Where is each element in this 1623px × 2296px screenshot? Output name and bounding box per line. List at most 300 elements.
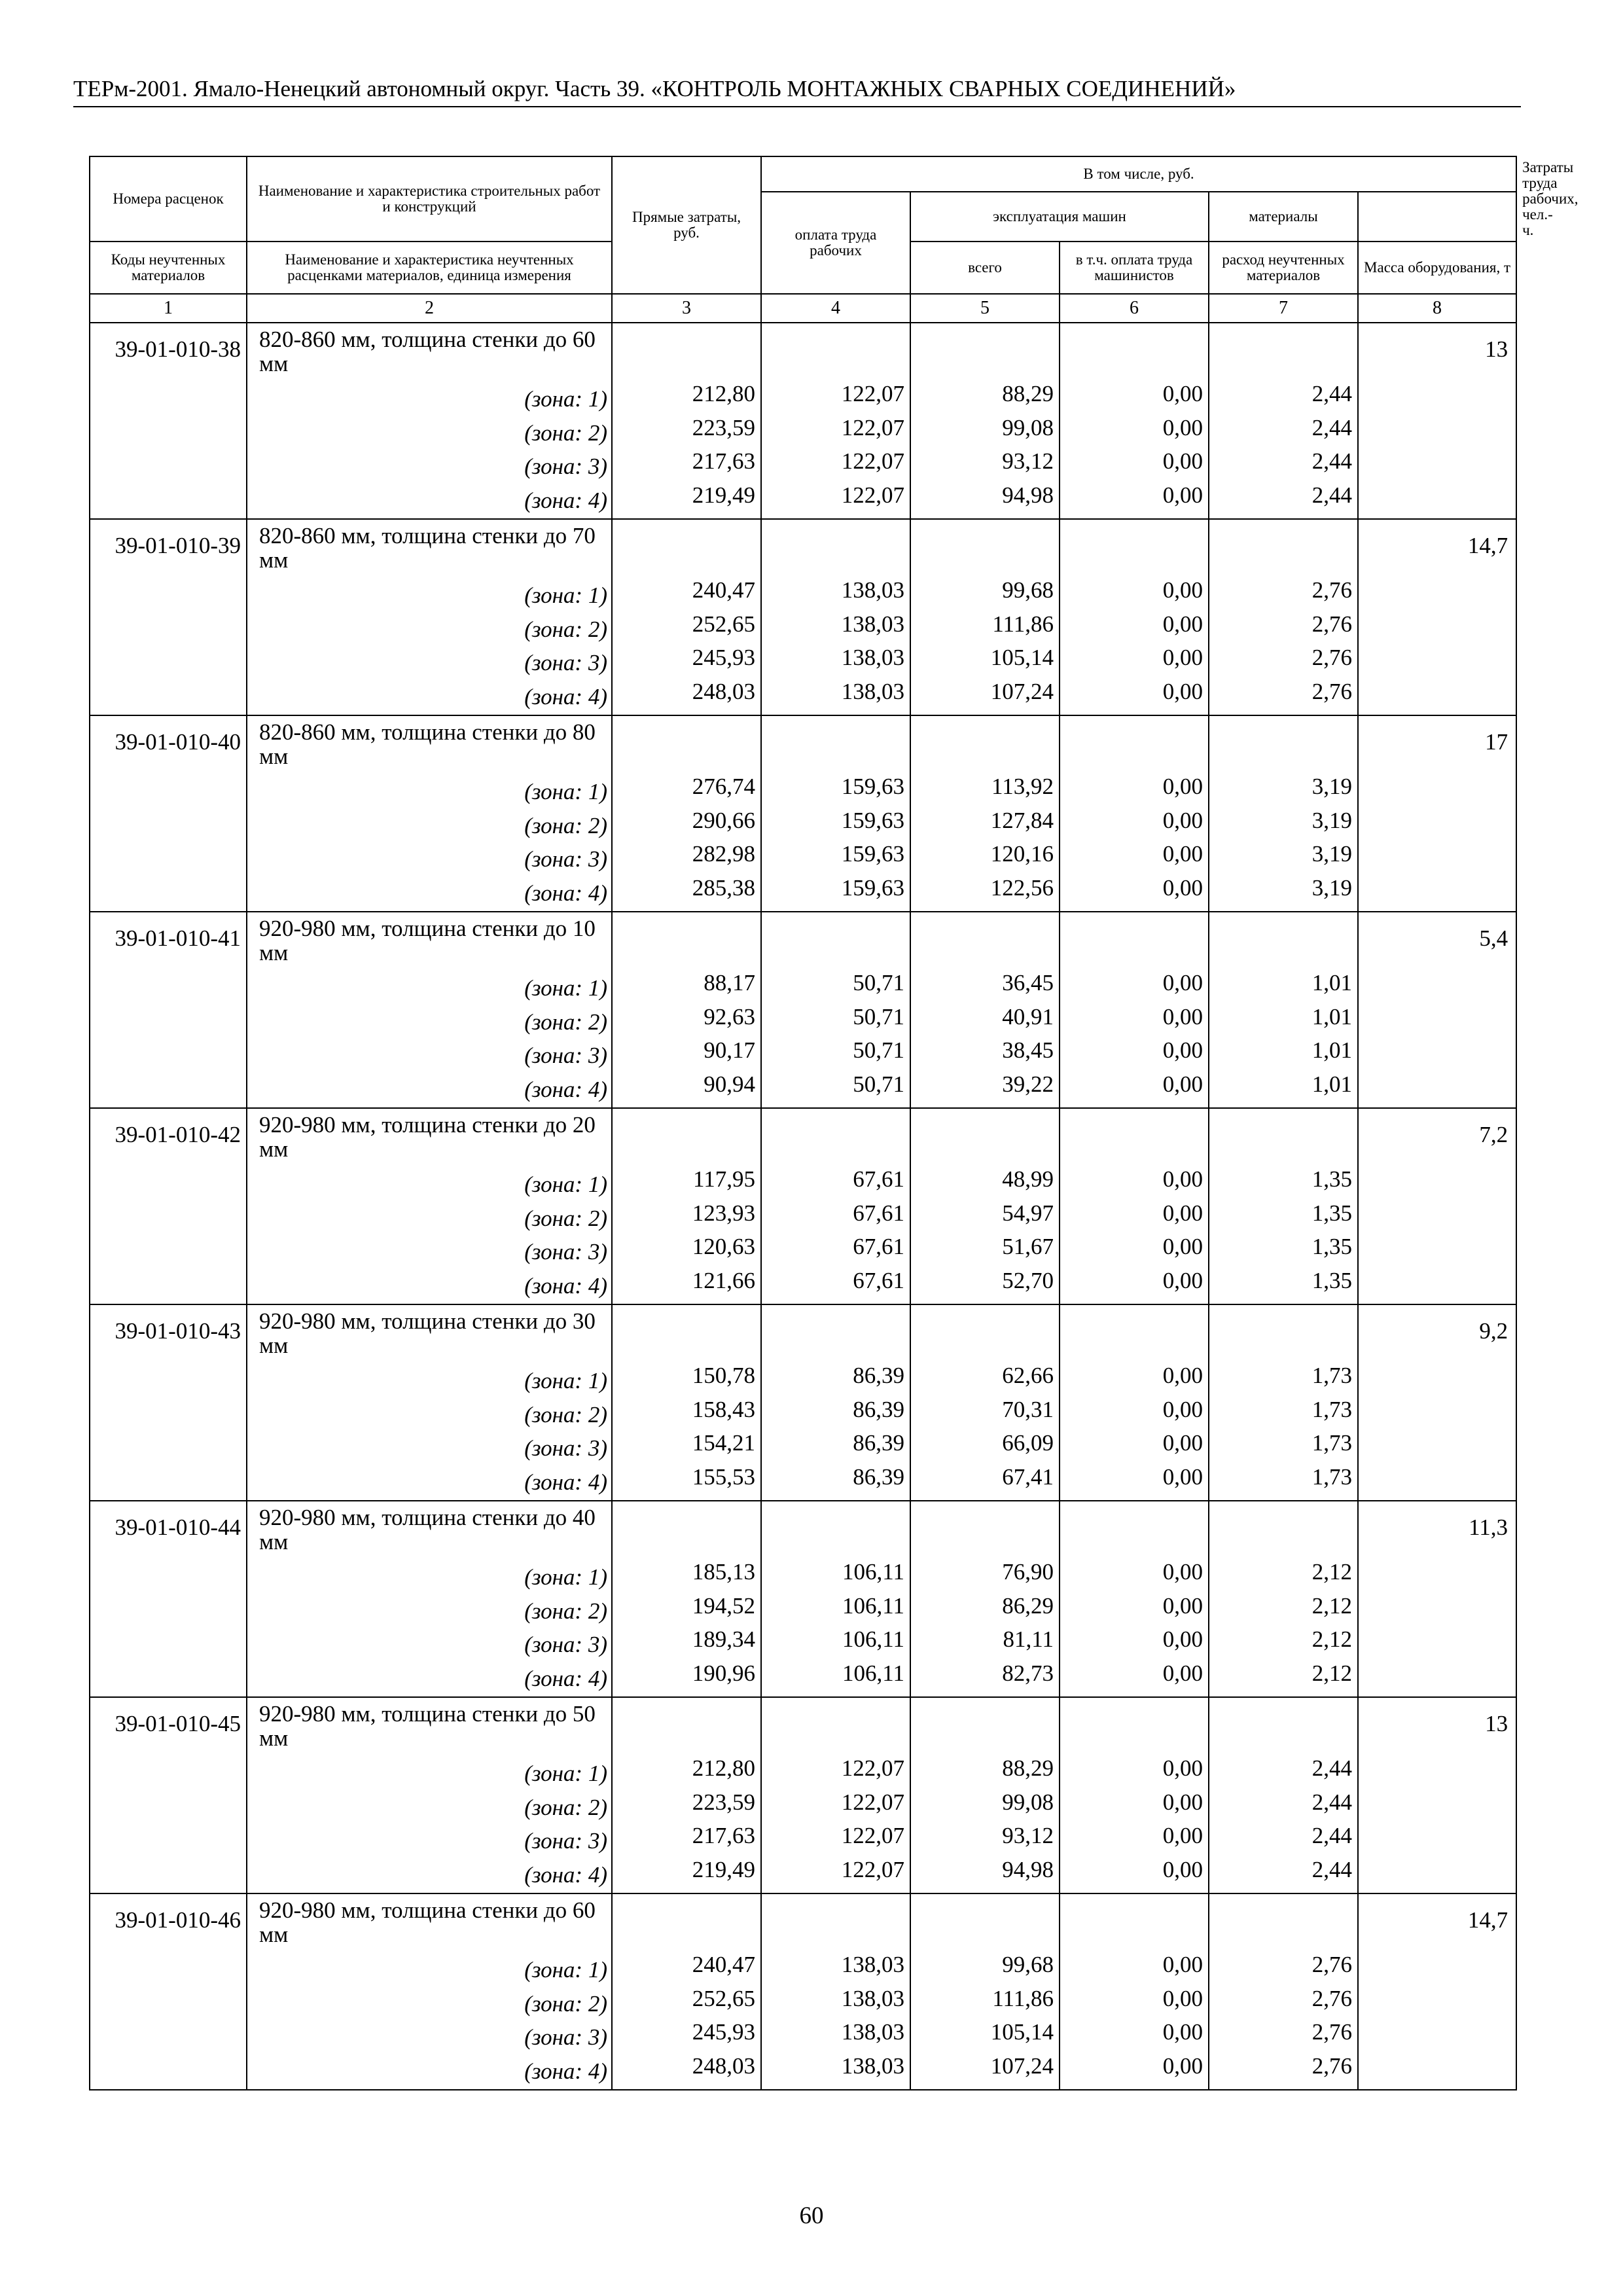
direct-cost-value: 158,43 — [692, 1396, 755, 1422]
machine-cost-value: 99,68 — [1002, 1952, 1054, 1977]
worker-pay-cell — [761, 715, 910, 912]
rate-code: 39-01-010-46 — [115, 1907, 241, 1933]
machinist-pay-value: 0,00 — [1162, 1037, 1203, 1064]
machinist-pay-value: 0,00 — [1162, 1071, 1203, 1098]
worker-pay-value: 106,11 — [842, 1559, 904, 1585]
running-header: ТЕРм-2001. Ямало-Ненецкий автономный округ. Часть 39. «КОНТРОЛЬ МОНТАЖНЫХ СВАРНЫХ СОЕДИНЕНИЙ» — [73, 76, 1236, 101]
labor-cell — [1358, 1108, 1516, 1304]
col-machines: эксплуатация машин — [910, 192, 1209, 242]
machinist-pay-value: 0,00 — [1162, 1268, 1203, 1294]
col-number: 8 — [1358, 294, 1516, 323]
materials-cost-cell — [1209, 1697, 1358, 1893]
materials-cost-value: 2,12 — [1311, 1559, 1352, 1585]
col-work-name: Наименование и характеристика строительных работ и конструкций — [247, 156, 612, 242]
zone-label: (зона: 3) — [524, 1239, 607, 1265]
direct-cost-value: 252,65 — [692, 611, 755, 637]
labor-value: 13 — [1485, 1711, 1508, 1736]
zone-label: (зона: 3) — [524, 2024, 607, 2051]
labor-value: 5,4 — [1479, 925, 1508, 951]
col-number: 5 — [910, 294, 1060, 323]
zone-label: (зона: 4) — [524, 880, 607, 906]
labor-value: 7,2 — [1479, 1122, 1508, 1147]
rates-table: Номера расценок Наименование и характеристика строительных работ и конструкций Прямые затраты, руб. В том числе, руб. Затраты труда рабочих, чел.-ч. оплата труда рабочих эксплуатация машин материалы Коды неучтенных материалов Наименование и характеристика неучтенных расценками материалов, единица измерения всего в т.ч. оплата труда машинистов расход неучтенных материалов Масса оборудования, т 1 2 3 4 5 6 7 8 39-01-010-38 820-860 мм, толщина стенки до 60 мм (зона: 1) (зона: 2) (зона: 3) (зона: 4) 212,80 223,59 217,63 219,49 122,07 122,07 122,07 122,07 88,29 99,08 93,12 94,98 0,00 0,00 0,00 0,00 2,44 2,44 2,44 2,44 13 39-01-010-39 820-860 мм, толщина стенки до 70 мм (зона: 1) (зона: 2) (зона: 3) (зона: 4) 240,47 252,65 245,93 248,03 138,03 138,03 138,03 138,03 99,68 111,86 105,14 107,24 0,00 0,00 0,00 0,00 2,76 2,76 2,76 2,76 14,7 39-01-010-40 820-860 мм, толщина стенки до 80 мм (зона: 1) (зона: 2) (зона: 3) (зона: 4) 276,74 290,66 282,98 285,38 159,63 159,63 159,63 159,63 113,92 127,84 120,16 122,56 0,00 0,00 0,00 0,00 3,19 3,19 3,19 3,19 17 39-01-010-41 920-980 мм, толщина стенки до 10 мм (зона: 1) (зона: 2) (зона: 3) (зона: 4) 88,17 92,63 90,17 90,94 50,71 50,71 50,71 50,71 36,45 40,91 38,45 39,22 0,00 0,00 0,00 0,00 1,01 1,01 1,01 1,01 5,4 39-01-010-42 920-980 мм, толщина стенки до 20 мм (зона: 1) (зона: 2) (зона: 3) (зона: 4) 117,95 123,93 120,63 121,66 67,61 67,61 67,61 67,61 48,99 54,97 51,67 52,70 0,00 0,00 0,00 0,00 1,35 1,35 1,35 1,35 7,2 39-01-010-43 920-980 мм, толщина стенки до 30 мм (зона: 1) (зона: 2) (зона: 3) (зона: 4) 150,78 158,43 154,21 155,53 86,39 86,39 86,39 86,39 62,66 70,31 66,09 67,41 0,00 0,00 0,00 0,00 1,73 1,73 1,73 1,73 9,2 39-01-010-44 920-980 мм, толщина стенки до 40 мм (зона: 1) (зона: 2) (зона: 3) (зона: 4) 185,13 194,52 189,34 190,96 106,11 106,11 106,11 106,11 76,90 86,29 81,11 82,73 0,00 0,00 0,00 0,00 2,12 2,12 2,12 2,12 11,3 39-01-010-45 920-980 мм, толщина стенки до 50 мм (зона: 1) (зона: 2) (зона: 3) (зона: 4) 212,80 223,59 217,63 219,49 122,07 122,07 122,07 122,07 88,29 99,08 93,12 94,98 0,00 0,00 0,00 0,00 2,44 2,44 2,44 2,44 13 39-01-010-46 920-980 мм, толщина стенки до 60 мм (зона: 1) (зона: 2) (зона: 3) (зона: 4) 240,47 252,65 245,93 248,03 138,03 138,03 138,03 138,03 99,68 111,86 105,14 107,24 0,00 0,00 0,00 0,00 2,76 2,76 2,76 2,76 14,7 — [89, 156, 1517, 2090]
labor-cell — [1358, 912, 1516, 1108]
materials-cost-value: 1,35 — [1311, 1200, 1352, 1226]
machine-cost-value: 38,45 — [1002, 1037, 1054, 1064]
col-unaccounted-materials: расход неучтенных материалов — [1209, 242, 1358, 294]
zone-label: (зона: 2) — [524, 1401, 607, 1427]
direct-cost-value: 223,59 — [692, 1789, 755, 1815]
table-row — [90, 1697, 1516, 1893]
machinist-pay-value: 0,00 — [1162, 1985, 1203, 2011]
machine-cost-value: 62,66 — [1002, 1363, 1054, 1388]
machine-cost-cell — [910, 912, 1060, 1108]
zone-label: (зона: 2) — [524, 1205, 607, 1231]
materials-cost-cell — [1209, 1304, 1358, 1501]
col-machinist-pay: в т.ч. оплата труда машинистов — [1060, 242, 1209, 294]
zone-label: (зона: 3) — [524, 650, 607, 676]
table-row — [90, 519, 1516, 715]
description-cell — [247, 1893, 612, 2090]
zone-label: (зона: 3) — [524, 846, 607, 872]
zone-label: (зона: 2) — [524, 1794, 607, 1820]
direct-cost-value: 276,74 — [692, 774, 755, 799]
materials-cost-value: 1,73 — [1311, 1430, 1352, 1456]
description-cell — [247, 519, 612, 715]
zone-label: (зона: 4) — [524, 684, 607, 710]
rate-code-cell — [90, 323, 247, 519]
machinist-pay-value: 0,00 — [1162, 2019, 1203, 2045]
worker-pay-value: 122,07 — [841, 1823, 904, 1849]
machine-cost-value: 40,91 — [1002, 1003, 1054, 1030]
rate-code-cell — [90, 715, 247, 912]
materials-cost-value: 2,76 — [1311, 577, 1352, 603]
labor-value: 11,3 — [1469, 1515, 1508, 1540]
worker-pay-value: 138,03 — [841, 679, 904, 705]
machine-cost-value: 127,84 — [990, 807, 1054, 833]
zone-label: (зона: 4) — [524, 1469, 607, 1496]
machine-cost-cell — [910, 715, 1060, 912]
direct-cost-value: 248,03 — [692, 679, 755, 705]
labor-value: 14,7 — [1467, 1907, 1508, 1933]
machine-cost-value: 105,14 — [990, 645, 1054, 671]
worker-pay-value: 159,63 — [841, 807, 904, 833]
rate-description: 820-860 мм, толщина стенки до 80 мм — [259, 719, 596, 769]
machinist-pay-cell — [1060, 519, 1209, 715]
description-cell — [247, 715, 612, 912]
rate-code-cell — [90, 912, 247, 1108]
materials-cost-value: 1,35 — [1311, 1268, 1352, 1294]
direct-cost-cell — [612, 1893, 761, 2090]
worker-pay-value: 86,39 — [853, 1464, 904, 1490]
rate-code: 39-01-010-42 — [115, 1122, 241, 1147]
materials-cost-value: 1,01 — [1311, 1003, 1352, 1030]
materials-cost-value: 1,01 — [1311, 1037, 1352, 1064]
rate-description: 920-980 мм, толщина стенки до 10 мм — [259, 916, 596, 965]
materials-cost-value: 2,76 — [1311, 679, 1352, 705]
materials-cost-cell — [1209, 912, 1358, 1108]
machinist-pay-value: 0,00 — [1162, 1559, 1203, 1585]
materials-cost-value: 3,19 — [1311, 774, 1352, 799]
direct-cost-value: 285,38 — [692, 875, 755, 901]
machine-cost-value: 122,56 — [990, 875, 1054, 901]
machinist-pay-value: 0,00 — [1162, 1789, 1203, 1815]
machine-cost-value: 120,16 — [990, 841, 1054, 867]
machine-cost-value: 94,98 — [1002, 482, 1054, 509]
machine-cost-cell — [910, 519, 1060, 715]
labor-cell — [1358, 1304, 1516, 1501]
col-material-codes: Коды неучтенных материалов — [90, 242, 247, 294]
zone-label: (зона: 1) — [524, 1761, 607, 1786]
worker-pay-value: 106,11 — [842, 1660, 904, 1687]
machine-cost-value: 81,11 — [1003, 1626, 1054, 1653]
zone-label: (зона: 2) — [524, 1990, 607, 2017]
materials-cost-value: 3,19 — [1311, 841, 1352, 867]
machinist-pay-value: 0,00 — [1162, 611, 1203, 637]
machinist-pay-value: 0,00 — [1162, 1003, 1203, 1030]
direct-cost-value: 150,78 — [692, 1363, 755, 1388]
materials-cost-cell — [1209, 519, 1358, 715]
worker-pay-value: 159,63 — [841, 841, 904, 867]
zone-label: (зона: 2) — [524, 1009, 607, 1035]
description-cell — [247, 1108, 612, 1304]
labor-cell — [1358, 323, 1516, 519]
machine-cost-value: 111,86 — [992, 1985, 1054, 2011]
worker-pay-value: 138,03 — [841, 577, 904, 603]
rate-code-cell — [90, 1893, 247, 2090]
direct-cost-value: 123,93 — [692, 1200, 755, 1226]
direct-cost-value: 223,59 — [692, 414, 755, 440]
machinist-pay-cell — [1060, 1893, 1209, 2090]
machine-cost-value: 39,22 — [1002, 1071, 1054, 1098]
description-cell — [247, 1697, 612, 1893]
machinist-pay-cell — [1060, 1108, 1209, 1304]
worker-pay-cell — [761, 1697, 910, 1893]
direct-cost-value: 212,80 — [692, 381, 755, 406]
machinist-pay-value: 0,00 — [1162, 1396, 1203, 1422]
materials-cost-value: 2,76 — [1311, 1985, 1352, 2011]
worker-pay-value: 138,03 — [841, 2053, 904, 2079]
machine-cost-value: 99,08 — [1002, 414, 1054, 440]
zone-label: (зона: 2) — [524, 420, 607, 446]
labor-cell — [1358, 715, 1516, 912]
materials-cost-value: 2,76 — [1311, 611, 1352, 637]
worker-pay-value: 122,07 — [841, 1755, 904, 1781]
rate-description: 920-980 мм, толщина стенки до 20 мм — [259, 1112, 596, 1162]
machine-cost-value: 107,24 — [990, 679, 1054, 705]
machine-cost-value: 52,70 — [1002, 1268, 1054, 1294]
machine-cost-value: 93,12 — [1002, 448, 1054, 475]
direct-cost-value: 121,66 — [692, 1268, 755, 1294]
materials-cost-value: 2,12 — [1311, 1660, 1352, 1687]
col-number: 2 — [247, 294, 612, 323]
machine-cost-value: 88,29 — [1002, 1755, 1054, 1781]
machinist-pay-value: 0,00 — [1162, 645, 1203, 671]
materials-cost-cell — [1209, 1108, 1358, 1304]
machinist-pay-value: 0,00 — [1162, 1592, 1203, 1619]
direct-cost-value: 90,17 — [704, 1037, 755, 1064]
materials-cost-value: 1,35 — [1311, 1234, 1352, 1260]
materials-cost-value: 1,73 — [1311, 1363, 1352, 1388]
worker-pay-value: 122,07 — [841, 448, 904, 475]
worker-pay-value: 86,39 — [853, 1430, 904, 1456]
table-row — [90, 715, 1516, 912]
zone-label: (зона: 3) — [524, 1632, 607, 1658]
materials-cost-cell — [1209, 323, 1358, 519]
machinist-pay-value: 0,00 — [1162, 970, 1203, 996]
rate-description: 920-980 мм, толщина стенки до 30 мм — [259, 1308, 596, 1358]
zone-label: (зона: 1) — [524, 583, 607, 608]
worker-pay-cell — [761, 1304, 910, 1501]
worker-pay-value: 50,71 — [853, 1037, 904, 1064]
machinist-pay-value: 0,00 — [1162, 1166, 1203, 1192]
worker-pay-value: 122,07 — [841, 414, 904, 440]
rate-description: 920-980 мм, толщина стенки до 50 мм — [259, 1701, 596, 1751]
col-number: 7 — [1209, 294, 1358, 323]
machinist-pay-cell — [1060, 1697, 1209, 1893]
col-number: 3 — [612, 294, 761, 323]
col-equipment-mass: Масса оборудования, т — [1358, 242, 1516, 294]
machine-cost-value: 76,90 — [1002, 1559, 1054, 1585]
machinist-pay-cell — [1060, 715, 1209, 912]
machine-cost-value: 36,45 — [1002, 970, 1054, 996]
machine-cost-value: 99,68 — [1002, 577, 1054, 603]
direct-cost-value: 219,49 — [692, 1857, 755, 1883]
machine-cost-value: 105,14 — [990, 2019, 1054, 2045]
rate-description: 820-860 мм, толщина стенки до 70 мм — [259, 523, 596, 573]
materials-cost-cell — [1209, 1501, 1358, 1697]
zone-label: (зона: 1) — [524, 779, 607, 804]
worker-pay-value: 86,39 — [853, 1363, 904, 1388]
rate-code: 39-01-010-40 — [115, 729, 241, 755]
machinist-pay-value: 0,00 — [1162, 1823, 1203, 1849]
machinist-pay-value: 0,00 — [1162, 448, 1203, 475]
zone-label: (зона: 4) — [524, 1273, 607, 1299]
worker-pay-cell — [761, 519, 910, 715]
direct-cost-cell — [612, 1304, 761, 1501]
zone-label: (зона: 3) — [524, 1043, 607, 1069]
direct-cost-value: 92,63 — [704, 1003, 755, 1030]
table-row — [90, 912, 1516, 1108]
direct-cost-value: 217,63 — [692, 448, 755, 475]
machinist-pay-value: 0,00 — [1162, 774, 1203, 799]
machinist-pay-value: 0,00 — [1162, 841, 1203, 867]
description-cell — [247, 1304, 612, 1501]
zone-label: (зона: 4) — [524, 1862, 607, 1888]
col-direct-costs: Прямые затраты, руб. — [612, 156, 761, 294]
machine-cost-cell — [910, 323, 1060, 519]
worker-pay-cell — [761, 1893, 910, 2090]
labor-value: 9,2 — [1479, 1318, 1508, 1344]
direct-cost-value: 282,98 — [692, 841, 755, 867]
labor-cell — [1358, 1893, 1516, 2090]
worker-pay-value: 106,11 — [842, 1626, 904, 1653]
direct-cost-cell — [612, 519, 761, 715]
col-number: 4 — [761, 294, 910, 323]
worker-pay-value: 50,71 — [853, 1071, 904, 1098]
machine-cost-value: 94,98 — [1002, 1857, 1054, 1883]
zone-label: (зона: 2) — [524, 812, 607, 838]
machinist-pay-value: 0,00 — [1162, 577, 1203, 603]
direct-cost-value: 240,47 — [692, 1952, 755, 1977]
machinist-pay-value: 0,00 — [1162, 1430, 1203, 1456]
rate-description: 820-860 мм, толщина стенки до 60 мм — [259, 327, 596, 376]
materials-cost-value: 1,73 — [1311, 1396, 1352, 1422]
worker-pay-value: 159,63 — [841, 774, 904, 799]
zone-label: (зона: 2) — [524, 1598, 607, 1624]
materials-cost-value: 1,01 — [1311, 970, 1352, 996]
zone-label: (зона: 2) — [524, 616, 607, 642]
materials-cost-cell — [1209, 1893, 1358, 2090]
direct-cost-value: 117,95 — [693, 1166, 755, 1192]
direct-cost-value: 194,52 — [692, 1592, 755, 1619]
machine-cost-value: 86,29 — [1002, 1592, 1054, 1619]
machinist-pay-cell — [1060, 912, 1209, 1108]
worker-pay-cell — [761, 912, 910, 1108]
direct-cost-value: 212,80 — [692, 1755, 755, 1781]
direct-cost-cell — [612, 323, 761, 519]
machine-cost-value: 88,29 — [1002, 381, 1054, 406]
labor-value: 17 — [1485, 729, 1508, 755]
worker-pay-value: 138,03 — [841, 1985, 904, 2011]
worker-pay-value: 50,71 — [853, 1003, 904, 1030]
col-machines-total: всего — [910, 242, 1060, 294]
machinist-pay-value: 0,00 — [1162, 482, 1203, 509]
labor-cell — [1358, 519, 1516, 715]
machinist-pay-value: 0,00 — [1162, 381, 1203, 406]
materials-cost-cell — [1209, 715, 1358, 912]
description-cell — [247, 912, 612, 1108]
rate-description: 920-980 мм, толщина стенки до 40 мм — [259, 1505, 596, 1554]
machine-cost-cell — [910, 1304, 1060, 1501]
col-material-names: Наименование и характеристика неучтенных расценками материалов, единица измерения — [247, 242, 612, 294]
machinist-pay-value: 0,00 — [1162, 414, 1203, 440]
zone-label: (зона: 1) — [524, 1957, 607, 1982]
machine-cost-value: 111,86 — [992, 611, 1054, 637]
worker-pay-cell — [761, 1501, 910, 1697]
table-row — [90, 323, 1516, 519]
worker-pay-value: 138,03 — [841, 2019, 904, 2045]
zone-label: (зона: 4) — [524, 1077, 607, 1103]
zone-label: (зона: 4) — [524, 488, 607, 514]
zone-label: (зона: 3) — [524, 1435, 607, 1462]
machinist-pay-cell — [1060, 1304, 1209, 1501]
machine-cost-cell — [910, 1697, 1060, 1893]
machine-cost-cell — [910, 1501, 1060, 1697]
table-row — [90, 1501, 1516, 1697]
materials-cost-value: 3,19 — [1311, 807, 1352, 833]
zone-label: (зона: 3) — [524, 1828, 607, 1854]
col-worker-pay: оплата труда рабочих — [761, 192, 910, 294]
machine-cost-value: 113,92 — [991, 774, 1054, 799]
zone-label: (зона: 1) — [524, 1172, 607, 1197]
labor-value: 14,7 — [1467, 533, 1508, 558]
worker-pay-value: 159,63 — [841, 875, 904, 901]
machine-cost-value: 54,97 — [1002, 1200, 1054, 1226]
worker-pay-value: 122,07 — [841, 1857, 904, 1883]
worker-pay-cell — [761, 323, 910, 519]
worker-pay-value: 122,07 — [841, 381, 904, 406]
labor-value: 13 — [1485, 336, 1508, 362]
machine-cost-value: 66,09 — [1002, 1430, 1054, 1456]
machine-cost-value: 99,08 — [1002, 1789, 1054, 1815]
materials-cost-value: 2,12 — [1311, 1592, 1352, 1619]
direct-cost-value: 155,53 — [692, 1464, 755, 1490]
machine-cost-cell — [910, 1108, 1060, 1304]
rate-code-cell — [90, 1501, 247, 1697]
direct-cost-value: 290,66 — [692, 807, 755, 833]
direct-cost-value: 240,47 — [692, 577, 755, 603]
machine-cost-value: 82,73 — [1002, 1660, 1054, 1687]
col-materials: материалы — [1209, 192, 1358, 242]
machinist-pay-value: 0,00 — [1162, 1952, 1203, 1977]
rate-code: 39-01-010-44 — [115, 1515, 241, 1540]
machinist-pay-value: 0,00 — [1162, 807, 1203, 833]
direct-cost-cell — [612, 912, 761, 1108]
materials-cost-value: 2,44 — [1311, 414, 1352, 440]
machinist-pay-value: 0,00 — [1162, 1464, 1203, 1490]
rate-code-cell — [90, 1108, 247, 1304]
machinist-pay-value: 0,00 — [1162, 1857, 1203, 1883]
machinist-pay-value: 0,00 — [1162, 1200, 1203, 1226]
direct-cost-value: 248,03 — [692, 2053, 755, 2079]
rate-code: 39-01-010-39 — [115, 533, 241, 558]
materials-cost-value: 2,44 — [1311, 448, 1352, 475]
worker-pay-cell — [761, 1108, 910, 1304]
rate-code-cell — [90, 1304, 247, 1501]
rate-description: 920-980 мм, толщина стенки до 60 мм — [259, 1897, 596, 1947]
machine-cost-value: 48,99 — [1002, 1166, 1054, 1192]
machine-cost-value: 93,12 — [1002, 1823, 1054, 1849]
machine-cost-value: 107,24 — [990, 2053, 1054, 2079]
zone-label: (зона: 4) — [524, 1666, 607, 1692]
materials-cost-value: 2,44 — [1311, 381, 1352, 406]
materials-cost-value: 2,76 — [1311, 1952, 1352, 1977]
machinist-pay-value: 0,00 — [1162, 1626, 1203, 1653]
materials-cost-value: 2,12 — [1311, 1626, 1352, 1653]
materials-cost-value: 2,44 — [1311, 1857, 1352, 1883]
rate-code: 39-01-010-43 — [115, 1318, 241, 1344]
zone-label: (зона: 1) — [524, 1564, 607, 1590]
materials-cost-value: 1,35 — [1311, 1166, 1352, 1192]
materials-cost-value: 2,44 — [1311, 1755, 1352, 1781]
materials-cost-value: 2,76 — [1311, 645, 1352, 671]
rate-code: 39-01-010-41 — [115, 925, 241, 951]
worker-pay-value: 122,07 — [841, 482, 904, 509]
description-cell — [247, 1501, 612, 1697]
direct-cost-value: 245,93 — [692, 2019, 755, 2045]
machine-cost-value: 70,31 — [1002, 1396, 1054, 1422]
machine-cost-value: 67,41 — [1002, 1464, 1054, 1490]
col-including: В том числе, руб. — [761, 156, 1516, 192]
machine-cost-value: 51,67 — [1002, 1234, 1054, 1260]
col-number: 6 — [1060, 294, 1209, 323]
machinist-pay-cell — [1060, 1501, 1209, 1697]
materials-cost-value: 2,76 — [1311, 2019, 1352, 2045]
direct-cost-value: 154,21 — [692, 1430, 755, 1456]
zone-label: (зона: 1) — [524, 975, 607, 1001]
materials-cost-value: 2,44 — [1311, 482, 1352, 509]
direct-cost-value: 189,34 — [692, 1626, 755, 1653]
page-number: 60 — [799, 2202, 824, 2229]
zone-label: (зона: 1) — [524, 1368, 607, 1393]
machinist-pay-value: 0,00 — [1162, 1234, 1203, 1260]
rate-code-cell — [90, 519, 247, 715]
machinist-pay-value: 0,00 — [1162, 1363, 1203, 1388]
description-cell — [247, 323, 612, 519]
machinist-pay-cell — [1060, 323, 1209, 519]
worker-pay-value: 106,11 — [842, 1592, 904, 1619]
